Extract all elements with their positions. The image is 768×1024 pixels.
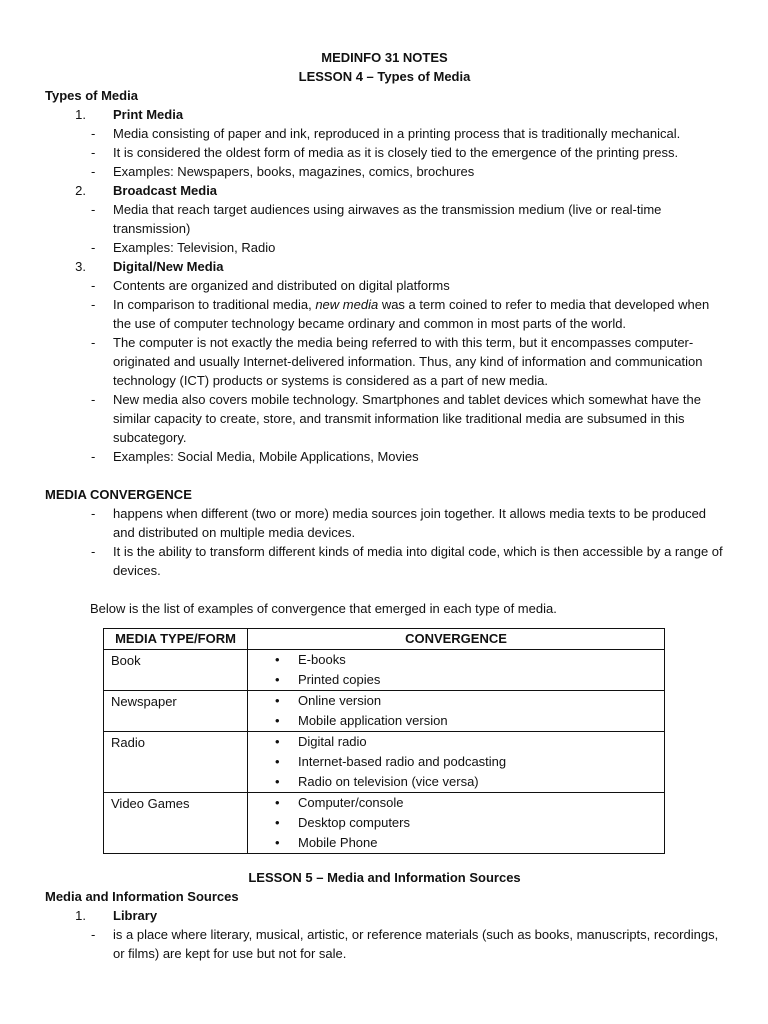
bullet-point: - Media consisting of paper and ink, reproduced in a printing process that is traditionally mechanical. [45,124,724,143]
bullet-point: - Media that reach target audiences using airwaves as the transmission medium (live or real-time transmission) [45,200,724,238]
media-convergence-heading: MEDIA CONVERGENCE [45,487,192,502]
table-row [104,691,665,732]
source-item [68,906,724,925]
sources-list [45,906,724,925]
library-points [45,925,724,963]
lesson-4-title: LESSON 4 – Types of Media [298,69,471,84]
digital-media-points [45,276,724,466]
convergence-item: • Printed copies [254,670,658,690]
point-text: In comparison to traditional media, [113,297,316,312]
bullet-point: - is a place where literary, musical, artistic, or reference materials (such as books, manuscripts, recordings, or films) are kept for use but not for sale. [45,925,724,963]
media-type-cell: Video Games [104,793,248,854]
print-media-points [45,124,724,181]
types-of-media-list [45,181,724,200]
convergence-item: • Online version [254,691,658,711]
types-of-media-heading: Types of Media [45,88,138,103]
table-header-row [104,629,665,650]
convergence-cell [248,691,665,732]
bullet-point: - Examples: Newspapers, books, magazines, comics, brochures [45,162,724,181]
types-of-media-list [45,105,724,124]
convergence-points [45,504,724,580]
document-title: MEDINFO 31 NOTES [321,50,448,65]
item-title: Digital/New Media [113,259,224,274]
bullet-point: - It is considered the oldest form of media as it is closely tied to the emergence of the printing press. [45,143,724,162]
item-number: 2. [75,183,86,198]
convergence-item: • Desktop computers [254,813,658,833]
convergence-intro: Below is the list of examples of convergence that emerged in each type of media. [90,601,557,616]
item-number: 1. [75,107,86,122]
item-title: Broadcast Media [113,183,218,198]
media-type-item [68,105,724,124]
media-type-cell: Book [104,650,248,691]
bullet-point: - Examples: Television, Radio [45,238,724,257]
convergence-cell [248,793,665,854]
convergence-item: • E-books [254,650,658,670]
media-type-cell: Radio [104,732,248,793]
item-number: 1. [75,908,86,923]
sources-heading: Media and Information Sources [45,889,239,904]
types-of-media-list [45,257,724,276]
convergence-cell [248,650,665,691]
italic-term: new media [315,297,379,312]
bullet-point: - The computer is not exactly the media being referred to with this term, but it encompasses computer-originated and usually Internet-delivered information. Thus, any kind of information and communication technology (ICT) products or systems is considered as a part of new media. [45,333,724,390]
convergence-item: • Internet-based radio and podcasting [254,752,658,772]
table-row [104,793,665,854]
table-row [104,732,665,793]
convergence-item: • Radio on television (vice versa) [254,772,658,792]
item-title: Library [113,908,158,923]
bullet-point: - Examples: Social Media, Mobile Applications, Movies [45,447,724,466]
item-number: 3. [75,259,86,274]
convergence-item: • Digital radio [254,732,658,752]
media-type-item [68,181,724,200]
column-header: MEDIA TYPE/FORM [104,629,248,650]
column-header: CONVERGENCE [248,629,665,650]
bullet-point: - It is the ability to transform different kinds of media into digital code, which is then accessible by a range of devices. [45,542,724,580]
media-type-item [68,257,724,276]
convergence-cell [248,732,665,793]
lesson-5-title: LESSON 5 – Media and Information Sources [248,870,521,885]
bullet-point: - happens when different (two or more) media sources join together. It allows media texts to be produced and distributed on multiple media devices. [45,504,724,542]
bullet-point [45,295,724,333]
item-title: Print Media [113,107,184,122]
convergence-item: • Mobile Phone [254,833,658,853]
point-text: was a term coined to refer to media that developed when the use of computer technology became ordinary and common in most parts of the world. [113,297,710,331]
bullet-point: - New media also covers mobile technology. Smartphones and tablet devices which somewhat have the similar capacity to create, store, and transmit information like traditional media are subsumed in this subcategory. [45,390,724,447]
table-row [104,650,665,691]
convergence-table [103,628,665,854]
convergence-item: • Mobile application version [254,711,658,731]
convergence-item: • Computer/console [254,793,658,813]
media-type-cell: Newspaper [104,691,248,732]
bullet-point: - Contents are organized and distributed on digital platforms [45,276,724,295]
broadcast-media-points [45,200,724,257]
